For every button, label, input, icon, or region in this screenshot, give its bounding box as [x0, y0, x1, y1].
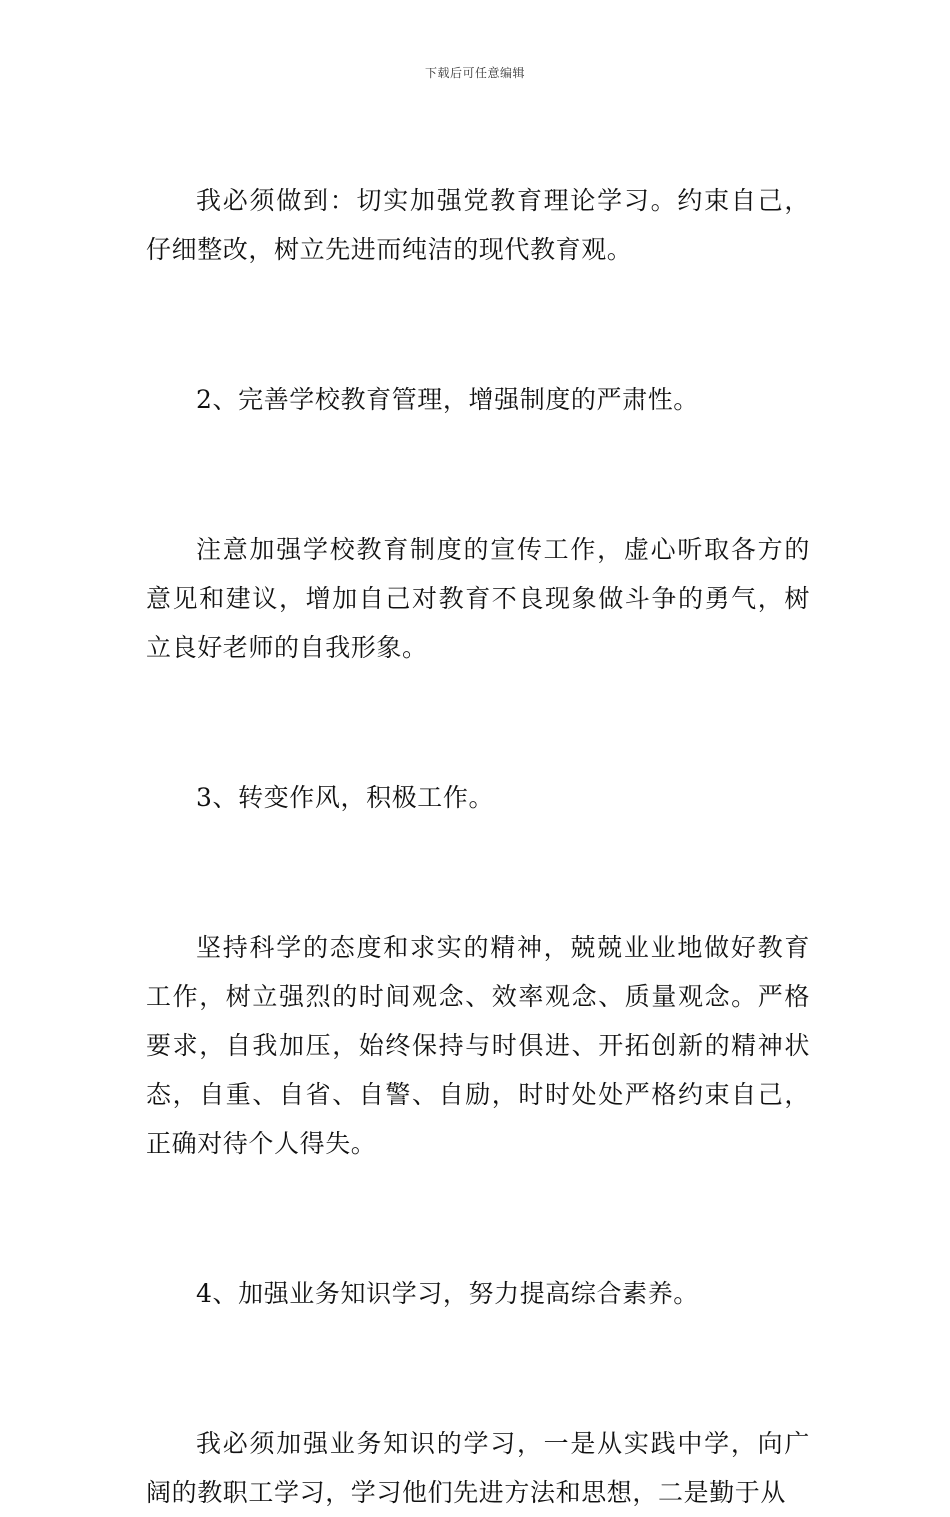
section-heading: 4、加强业务知识学习，努力提高综合素养。 [196, 1279, 699, 1308]
page-header: 下载后可任意编辑 [424, 66, 525, 80]
paragraph: 我必须做到：切实加强党教育理论学习。约束自己，仔细整改，树立先进而纯洁的现代教育观。 [146, 186, 810, 264]
paragraph: 坚持科学的态度和求实的精神，兢兢业业地做好教育工作，树立强烈的时间观念、效率观念、质量观念。严格要求，自我加压，始终保持与时俱进、开拓创新的精神状态，自重、自省、自警、自励，时时处处严格约束自己，正确对待个人得失。 [146, 933, 810, 1158]
section-heading: 3、转变作风，积极工作。 [196, 783, 495, 812]
paragraph: 注意加强学校教育制度的宣传工作，虚心听取各方的意见和建议，增加自己对教育不良现象做斗争的勇气，树立良好老师的自我形象。 [146, 535, 810, 662]
document-body [146, 176, 810, 1517]
paragraph: 我必须加强业务知识的学习，一是从实践中学，向广阔的教职工学习，学习他们先进方法和思想，二是勤于从 [146, 1429, 810, 1507]
section-heading: 2、完善学校教育管理，增强制度的严肃性。 [196, 385, 699, 414]
